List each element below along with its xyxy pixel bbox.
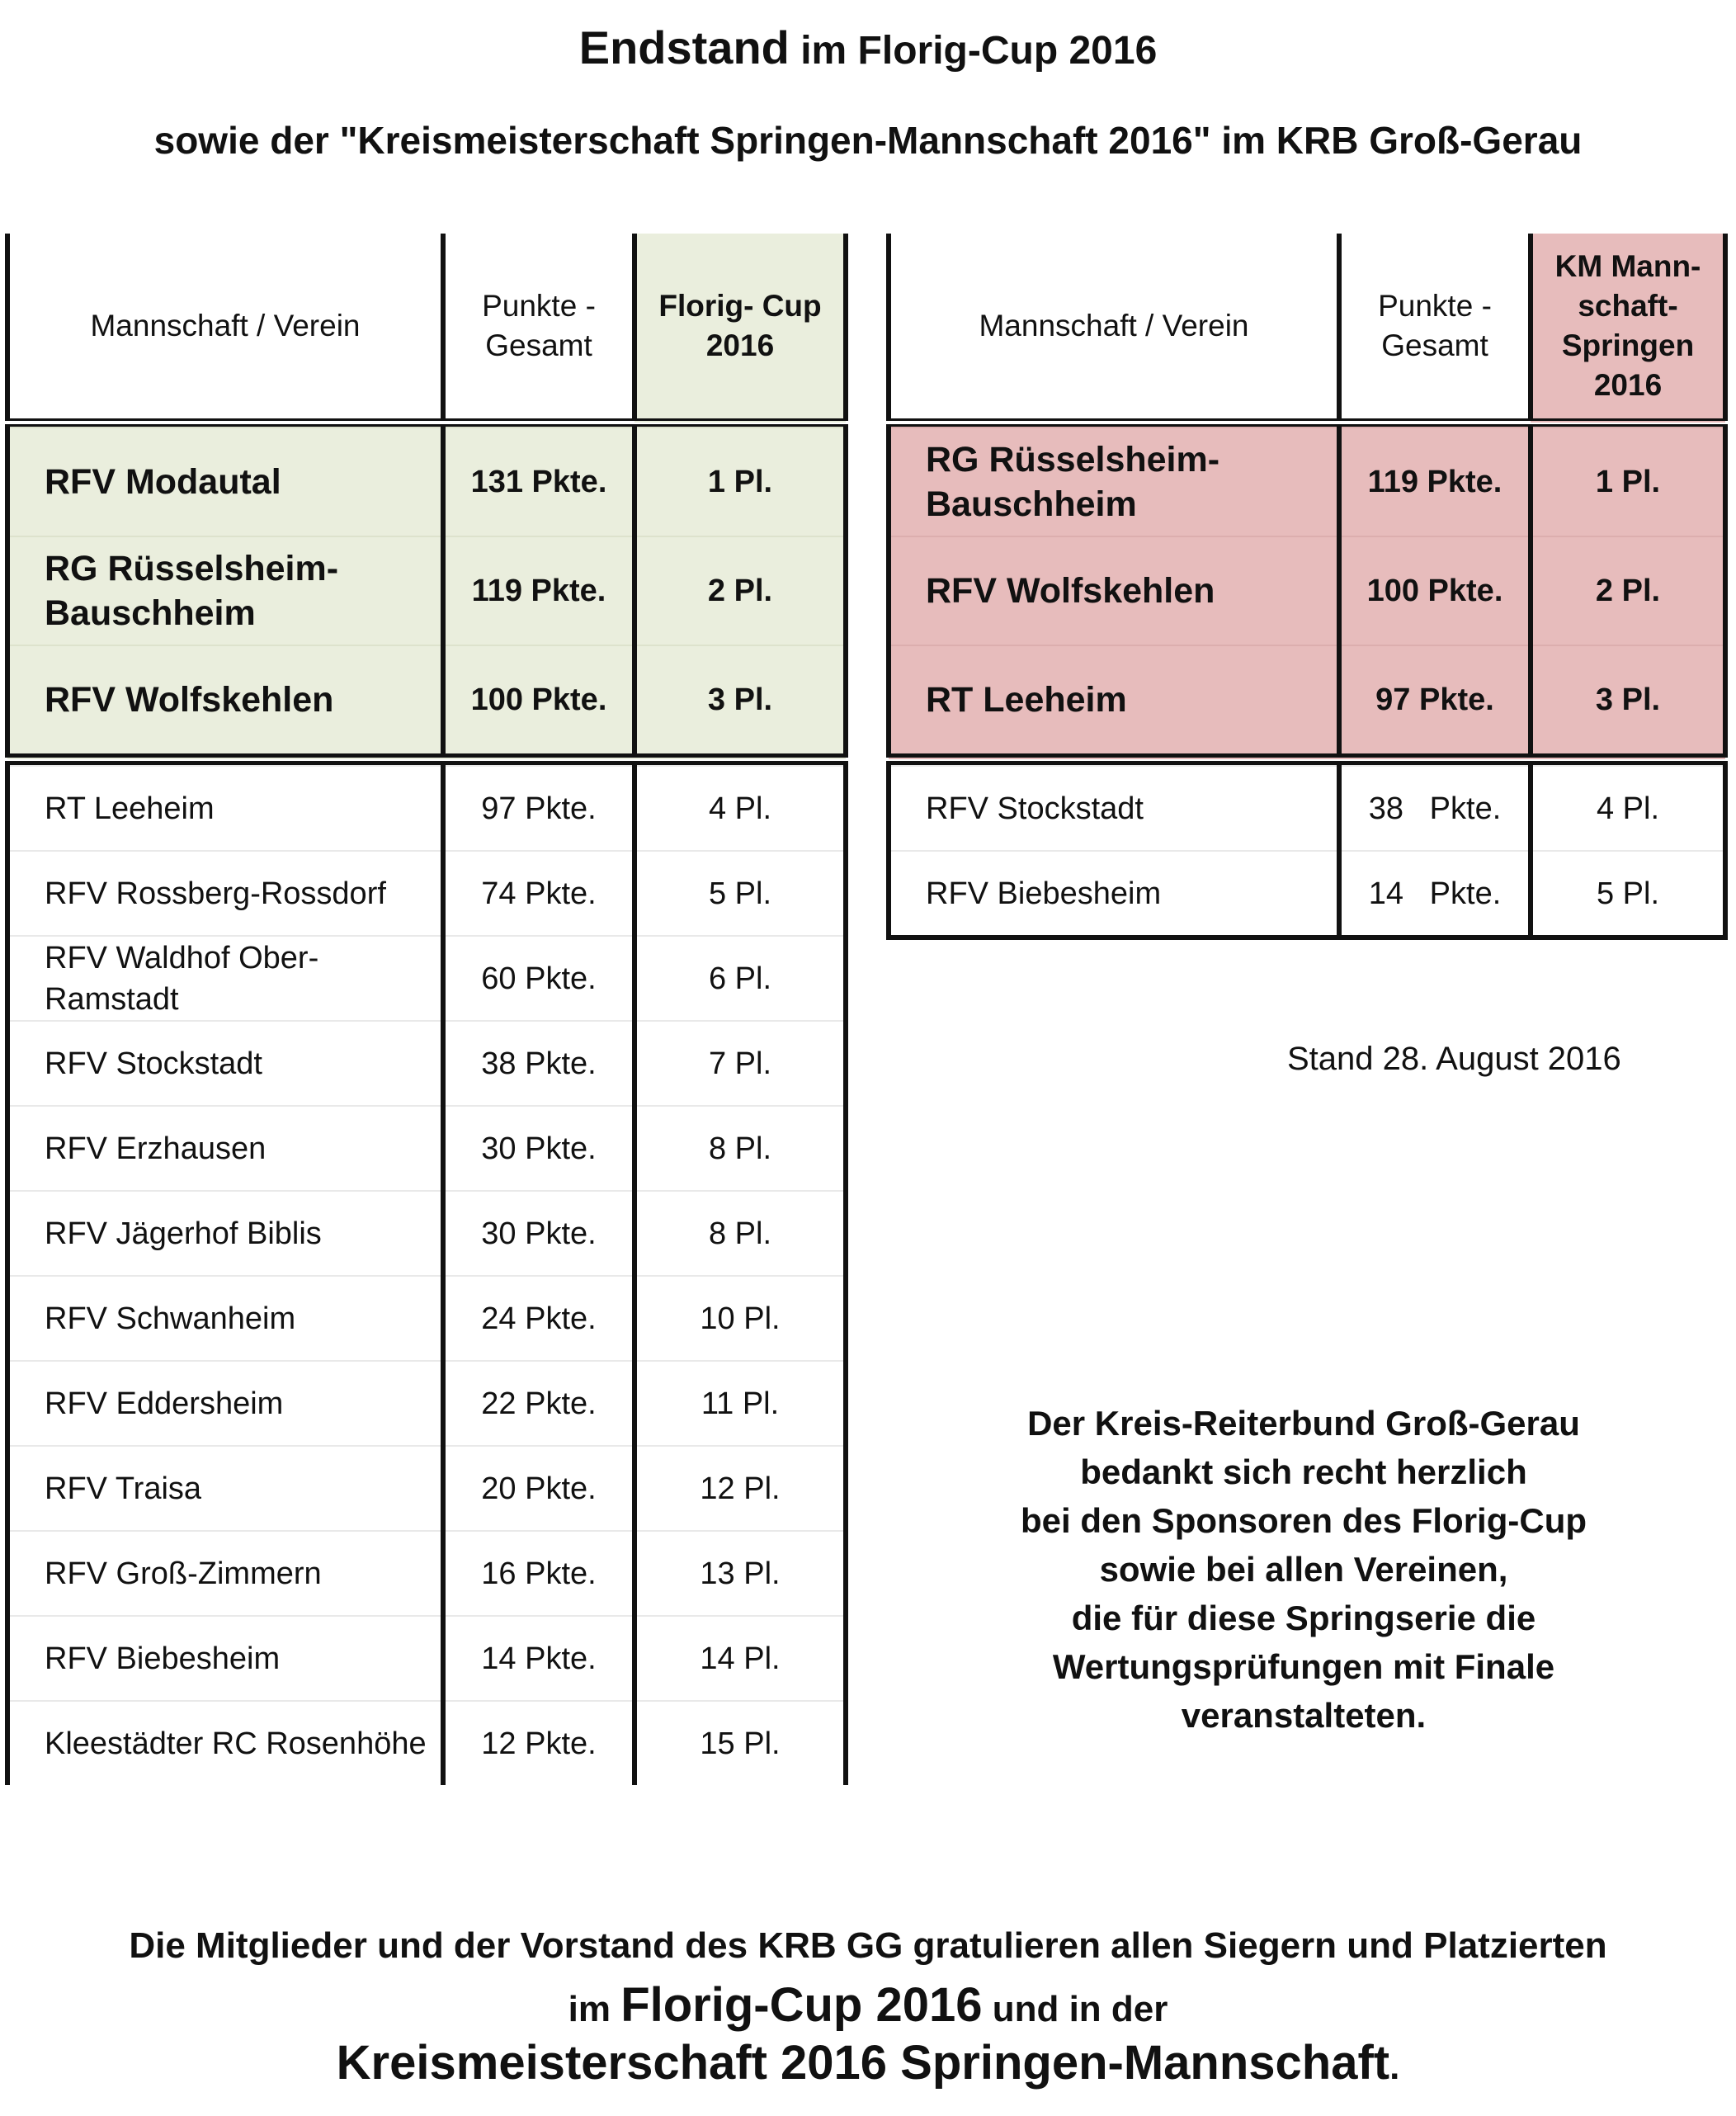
team-name: RFV Erzhausen [7,1106,443,1191]
thanks-line: bedankt sich recht herzlich [1080,1452,1527,1491]
km-springen-table [886,234,1728,940]
team-place: 11 Pl. [634,1361,846,1446]
page-subtitle: sowie der "Kreismeisterschaft Springen-Mannschaft 2016" im KRB Groß-Gerau [153,119,1583,162]
thanks-line: die für diese Springserie die [1071,1599,1536,1637]
team-place: 4 Pl. [634,766,846,851]
team-place: 10 Pl. [634,1276,846,1361]
thanks-message [932,1399,1675,1740]
header-place: KM Mann- schaft- Springen 2016 [1531,234,1725,423]
header-team: Mannschaft / Verein [889,234,1339,423]
team-place: 5 Pl. [1531,851,1725,938]
table-row [7,1276,846,1361]
team-place: 14 Pl. [634,1616,846,1701]
team-points: 97 Pkte. [443,766,634,851]
team-points: 20 Pkte. [443,1446,634,1531]
team-name: RG Rüsselsheim- Bauschheim [889,427,1339,536]
footer-cup-line [0,1974,1736,2041]
team-place: 1 Pl. [634,427,846,536]
team-points: 16 Pkte. [443,1531,634,1616]
team-name: RG Rüsselsheim- Bauschheim [7,536,443,645]
page-title [0,18,1736,81]
table-row [7,1531,846,1616]
table-row [7,936,846,1021]
footer-cup-name: Florig-Cup 2016 [620,1978,983,2032]
table-row [7,1446,846,1531]
title-endstand: Endstand [578,21,790,73]
team-place: 2 Pl. [1531,536,1725,645]
team-points: 100 Pkte. [1339,536,1531,645]
table-row [7,427,846,536]
team-place: 8 Pl. [634,1106,846,1191]
team-points: 100 Pkte. [443,645,634,759]
team-place: 3 Pl. [1531,645,1725,759]
team-name: RFV Wolfskehlen [889,536,1339,645]
team-name: RFV Schwanheim [7,1276,443,1361]
team-place: 5 Pl. [634,851,846,936]
team-name: RFV Traisa [7,1446,443,1531]
thanks-line: Der Kreis-Reiterbund Groß-Gerau [1027,1404,1580,1443]
team-name: RFV Eddersheim [7,1361,443,1446]
header-points: Punkte - Gesamt [1339,234,1531,423]
team-place: 6 Pl. [634,936,846,1021]
team-points: 12 Pkte. [443,1701,634,1785]
table-row [7,766,846,851]
table-row [889,645,1725,759]
team-name: RFV Groß-Zimmern [7,1531,443,1616]
footer-post: und in der [982,1989,1168,2029]
table-row [7,1616,846,1701]
header-place: Florig- Cup 2016 [634,234,846,423]
table-row [7,536,846,645]
footer-km-name: Kreismeisterschaft 2016 Springen-Mannschaft [336,2036,1390,2090]
footer-pre: im [568,1989,621,2029]
team-place: 13 Pl. [634,1531,846,1616]
header-team: Mannschaft / Verein [7,234,443,423]
footer-km-line [0,2032,1736,2099]
team-points: 14 Pkte. [443,1616,634,1701]
header-points: Punkte - Gesamt [443,234,634,423]
team-name: Kleestädter RC Rosenhöhe [7,1701,443,1785]
table-row [7,1021,846,1106]
team-name: RFV Wolfskehlen [7,645,443,759]
team-place: 4 Pl. [1531,766,1725,851]
team-points: 119 Pkte. [1339,427,1531,536]
team-name: RFV Stockstadt [7,1021,443,1106]
thanks-line: sowie bei allen Vereinen, [1099,1550,1508,1589]
table-row [7,1106,846,1191]
team-points: 24 Pkte. [443,1276,634,1361]
team-points: 38 Pkte. [443,1021,634,1106]
table-row [7,1701,846,1785]
team-points: 30 Pkte. [443,1191,634,1276]
table-row [889,427,1725,536]
team-place: 3 Pl. [634,645,846,759]
table-row [7,645,846,759]
team-points: 30 Pkte. [443,1106,634,1191]
table-row [7,851,846,936]
team-place: 1 Pl. [1531,427,1725,536]
thanks-line: veranstalteten. [1181,1696,1427,1735]
table-row [889,536,1725,645]
team-name: RFV Modautal [7,427,443,536]
team-place: 15 Pl. [634,1701,846,1785]
thanks-line: bei den Sponsoren des Florig-Cup [1020,1501,1587,1540]
team-points: 119 Pkte. [443,536,634,645]
team-name: RFV Biebesheim [7,1616,443,1701]
team-points: 60 Pkte. [443,936,634,1021]
table-row [7,1191,846,1276]
status-date: Stand 28. August 2016 [1287,1041,1621,1077]
team-points: 38 Pkte. [1339,766,1531,851]
table-header-row [889,234,1725,423]
team-points: 97 Pkte. [1339,645,1531,759]
footer-period: . [1389,2047,1400,2087]
team-points: 14 Pkte. [1339,851,1531,938]
thanks-line: Wertungsprüfungen mit Finale [1052,1647,1555,1686]
team-points: 74 Pkte. [443,851,634,936]
table-header-row [7,234,846,423]
team-name: RT Leeheim [889,645,1339,759]
team-place: 2 Pl. [634,536,846,645]
team-points: 131 Pkte. [443,427,634,536]
team-points: 22 Pkte. [443,1361,634,1446]
table-row [889,851,1725,938]
team-name: RFV Jägerhof Biblis [7,1191,443,1276]
team-place: 7 Pl. [634,1021,846,1106]
table-row [7,1361,846,1446]
title-cup: im Florig-Cup 2016 [789,29,1158,73]
team-place: 8 Pl. [634,1191,846,1276]
footer-congrats: Die Mitglieder und der Vorstand des KRB GG gratulieren allen Siegern und Platzierten [129,1925,1607,1966]
table-row [889,766,1725,851]
team-name: RFV Waldhof Ober-Ramstadt [7,936,443,1021]
team-name: RFV Rossberg-Rossdorf [7,851,443,936]
team-name: RFV Biebesheim [889,851,1339,938]
florig-cup-table [5,234,848,1785]
team-name: RFV Stockstadt [889,766,1339,851]
team-name: RT Leeheim [7,766,443,851]
team-place: 12 Pl. [634,1446,846,1531]
